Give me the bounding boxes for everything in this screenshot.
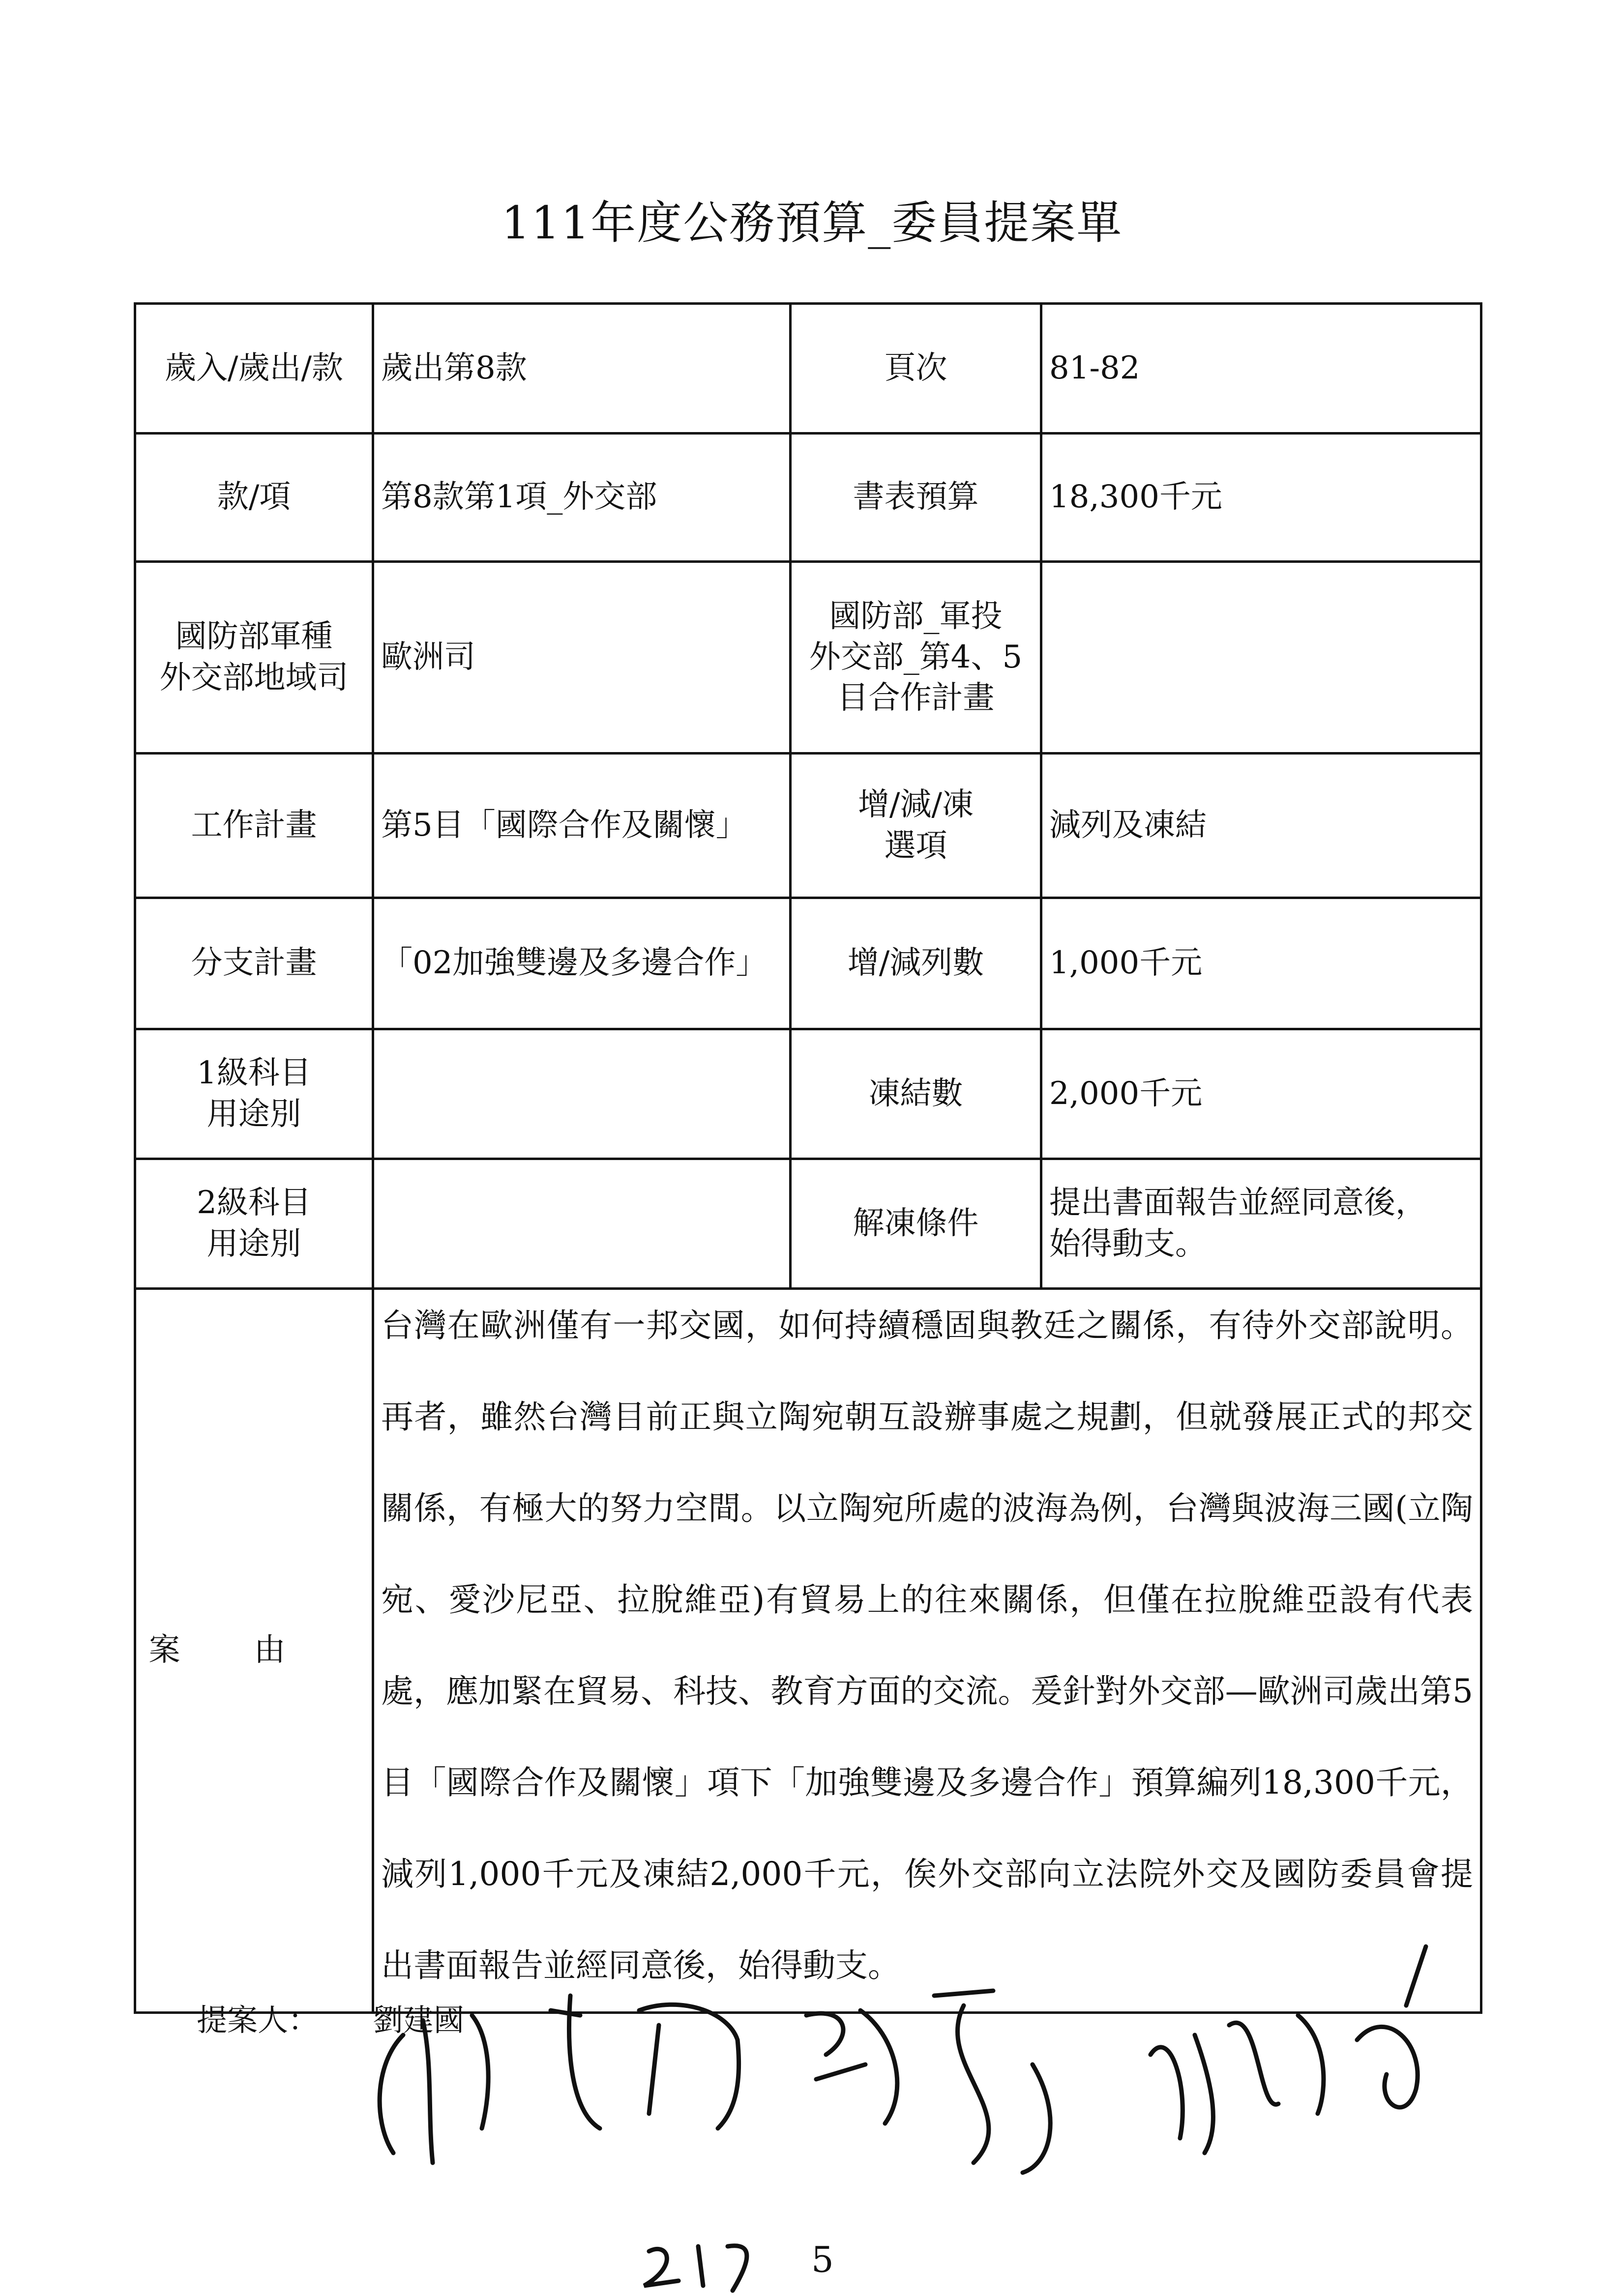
proposer-label: 提案人： — [197, 2002, 319, 2038]
field-value: 81-82 — [1041, 304, 1481, 434]
proposer-name: 劉建國 — [373, 2002, 465, 2038]
field-value — [1041, 562, 1481, 754]
signature-2 — [806, 1991, 1050, 2173]
form-row — [135, 434, 1481, 562]
field-value: 第5目「國際合作及關懷」 — [373, 754, 791, 898]
form-row — [135, 1159, 1481, 1289]
form-row — [135, 898, 1481, 1029]
field-label: 頁次 — [791, 304, 1041, 434]
field-label: 凍結數 — [791, 1029, 1041, 1159]
field-label: 歲入/歲出/款 — [135, 304, 373, 434]
field-value — [373, 1029, 791, 1159]
page-number: 5 — [811, 2239, 834, 2280]
field-label: 工作計畫 — [135, 754, 373, 898]
field-label: 書表預算 — [791, 434, 1041, 562]
proposer-line — [197, 1996, 464, 2039]
field-label: 2級科目 用途別 — [135, 1159, 373, 1289]
reason-row — [135, 1289, 1481, 2013]
field-value — [373, 1159, 791, 1289]
field-label: 增/減/凍 選項 — [791, 754, 1041, 898]
field-label: 款/項 — [135, 434, 373, 562]
field-label: 解凍條件 — [791, 1159, 1041, 1289]
field-value: 18,300千元 — [1041, 434, 1481, 562]
field-label: 分支計畫 — [135, 898, 373, 1029]
reason-label: 案由 — [135, 1289, 373, 2013]
field-label: 國防部_軍投 外交部_第4、5 目合作計畫 — [791, 562, 1041, 754]
field-value: 第8款第1項_外交部 — [373, 434, 791, 562]
field-label: 增/減列數 — [791, 898, 1041, 1029]
field-value: 歐洲司 — [373, 562, 791, 754]
field-value: 1,000千元 — [1041, 898, 1481, 1029]
form-row — [135, 304, 1481, 434]
field-value: 減列及凍結 — [1041, 754, 1481, 898]
form-row — [135, 562, 1481, 754]
form-row — [135, 754, 1481, 898]
field-value: 歲出第8款 — [373, 304, 791, 434]
handwritten-number-217 — [644, 2246, 747, 2291]
field-value: 「02加強雙邊及多邊合作」 — [373, 898, 791, 1029]
page-title: 111年度公務預算_委員提案單 — [501, 197, 1123, 249]
form-row — [135, 1029, 1481, 1159]
field-label: 國防部軍種 外交部地域司 — [135, 562, 373, 754]
proposal-form-table — [134, 302, 1482, 2014]
field-value: 2,000千元 — [1041, 1029, 1481, 1159]
field-value: 提出書面報告並經同意後， 始得動支。 — [1041, 1159, 1481, 1289]
reason-text: 台灣在歐洲僅有一邦交國，如何持續穩固與教廷之關係，有待外交部說明。再者，雖然台灣目前正與立陶宛朝互設辦事處之規劃，但就發展正式的邦交關係，有極大的努力空間。以立陶宛所處的波海為例，台灣與波海三國(立陶宛、愛沙尼亞、拉脫維亞)有貿易上的往來關係，但僅在拉脫維亞設有代表處，應加緊在貿易、科技、教育方面的交流。爰針對外交部—歐洲司歲出第5目「國際合作及關懷」項下「加強雙邊及多邊合作」預算編列18,300千元，減列1,000千元及凍結2,000千元，俟外交部向立法院外交及國防委員會提出書面報告並經同意後，始得動支。 — [381, 1307, 1473, 1984]
field-label: 1級科目 用途別 — [135, 1029, 373, 1159]
